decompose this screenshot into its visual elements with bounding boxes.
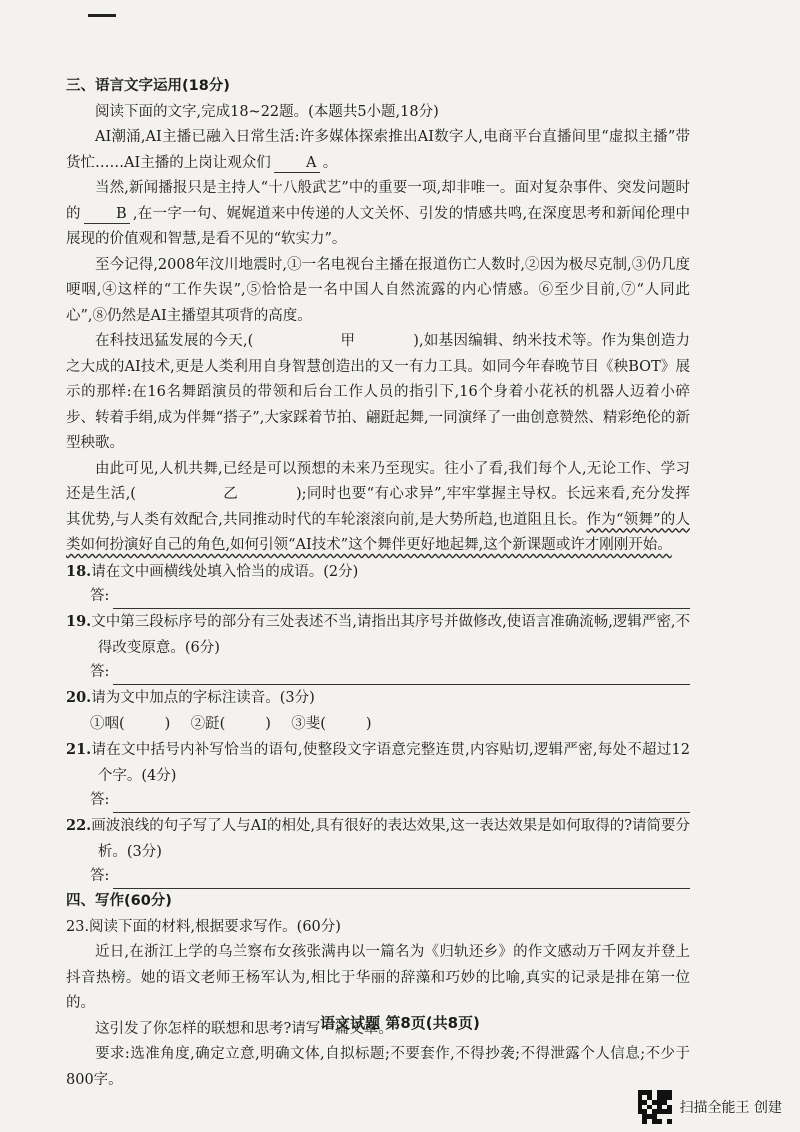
passage-paragraph-4 [66, 329, 690, 457]
section3-title: 三、语言文字运用(18分) [66, 78, 230, 94]
p2-text-a: 当然,新闻播报只是主持人“十八般武艺”中的重要一项,却非唯一。面对复杂事件、突发问题时的 [66, 180, 690, 222]
question-18: 18.请在文中画横线处填入恰当的成语。(2分) [66, 562, 359, 580]
answer-line-21[interactable]: 答: [90, 789, 690, 813]
blank-a: A [274, 154, 320, 173]
watermark-text: 扫描全能王 创建 [679, 1100, 782, 1116]
passage-paragraph-5 [66, 457, 690, 559]
passage-paragraph-3: 至今记得,2008年汶川地震时,①一名电视台主播在报道伤亡人数时,②因为极尽克制,③仍几度哽咽,④这样的“工作失误”,⑤恰恰是一名中国人自然流露的内心情感。⑥至少目前,⑦“人同此心”,⑧仍然是AI主播望其项背的高度。 [66, 256, 690, 324]
answer-line-22[interactable]: 答: [90, 865, 690, 889]
question-20: 20.请为文中加点的字标注读音。(3分) [66, 689, 315, 706]
pinyin-answer-row [90, 712, 690, 738]
writing-requirements: 要求:选准角度,确定立意,明确文体,自拟标题;不要套作,不得抄袭;不得泄露个人信息;不少于800字。 [66, 1046, 690, 1088]
page-edge-mark [88, 0, 116, 17]
p5-text-a: 由此可见,人机共舞,已经是可以预想的未来乃至现实。往小了看,我们每个人,无论工作、学习还是生活,( [66, 460, 690, 502]
question-22: 22.画波浪线的句子写了人与AI的相处,具有很好的表达效果,这一表达效果是如何取得的?请简要分析。(3分) [66, 817, 690, 860]
exam-page-content [66, 74, 690, 1093]
pinyin-item-2[interactable]: ②跹( ) [190, 715, 271, 732]
section3-intro: 阅读下面的文字,完成18~22题。(本题共5小题,18分) [95, 103, 439, 120]
p1-text-a: AI潮涌,AI主播已融入日常生活:许多媒体探索推出AI数字人,电商平台直播间里“虚拟主播”带货忙……AI主播的上岗让观众们 [66, 129, 690, 171]
p4-text-a: 在科技迅猛发展的今天,( [95, 333, 254, 349]
paren-jia: 甲 [340, 333, 356, 349]
question-23: 23.阅读下面的材料,根据要求写作。(60分) [66, 918, 341, 935]
pinyin-item-3[interactable]: ③斐( ) [291, 715, 372, 732]
paren-yi: 乙 [223, 486, 238, 502]
page-footer: 语文试题 第8页(共8页) [320, 1014, 480, 1032]
pinyin-item-1[interactable]: ①咽( ) [90, 715, 171, 732]
p1-text-b: 。 [322, 154, 338, 171]
question-19: 19.文中第三段标序号的部分有三处表述不当,请指出其序号并做修改,使语言准确流畅,逻辑严密,不得改变原意。(6分) [66, 613, 690, 656]
p4-text-b: ),如基因编辑、纳米技术等。作为集创造力之大成的AI技术,更是人类利用自身智慧创造出的又一有力工具。如同今年春晚节目《秧BOT》展示的那样:在16名舞蹈演员的带领和后台工作人员的指引下,16个身着小花袄的机器人迈着小碎步、转着手绢,成为伴舞“搭子”,大家踩着节拍、翩跹起舞,一同演绎了一曲创意赞然、精彩绝伦的新型秧歌。 [66, 333, 691, 451]
qr-code-icon [638, 1090, 672, 1124]
scanner-watermark [638, 1090, 782, 1124]
answer-line-18[interactable]: 答: [90, 585, 690, 609]
answer-line-19[interactable]: 答: [90, 661, 690, 685]
question-21: 21.请在文中括号内补写恰当的语句,使整段文字语意完整连贯,内容贴切,逻辑严密,每处不超过12个字。(4分) [66, 741, 690, 784]
wavy-underlined-sentence: 作为“领舞”的人类如何扮演好自己的角色,如何引领“AI技术”这个舞伴更好地起舞,这个新课题或许才刚刚开始。 [66, 511, 690, 553]
p5-text-b: );同时也要“有心求异”,牢牢掌握主导权。长远来看,充分发挥其优势,与人类有效配合,共同推动时代的车轮滚滚向前,是大势所趋,也道阻且长。 [66, 486, 690, 528]
writing-material: 近日,在浙江上学的乌兰察布女孩张满冉以一篇名为《归轨还乡》的作文感动万千网友并登上抖音热榜。她的语文老师王杨军认为,相比于华丽的辞藻和巧妙的比喻,真实的记录是排在第一位的。 [66, 944, 690, 1011]
section4-title: 四、写作(60分) [66, 893, 172, 909]
writing-prompt: 这引发了你怎样的联想和思考?请写一篇文章。 [95, 1020, 393, 1037]
passage-paragraph-2 [66, 176, 690, 253]
blank-b: B [84, 205, 130, 224]
p2-text-b: ,在一字一句、娓娓道来中传递的人文关怀、引发的情感共鸣,在深度思考和新闻伦理中展现的价值观和智慧,是看不见的“软实力”。 [66, 205, 691, 247]
passage-paragraph-1 [66, 125, 690, 176]
